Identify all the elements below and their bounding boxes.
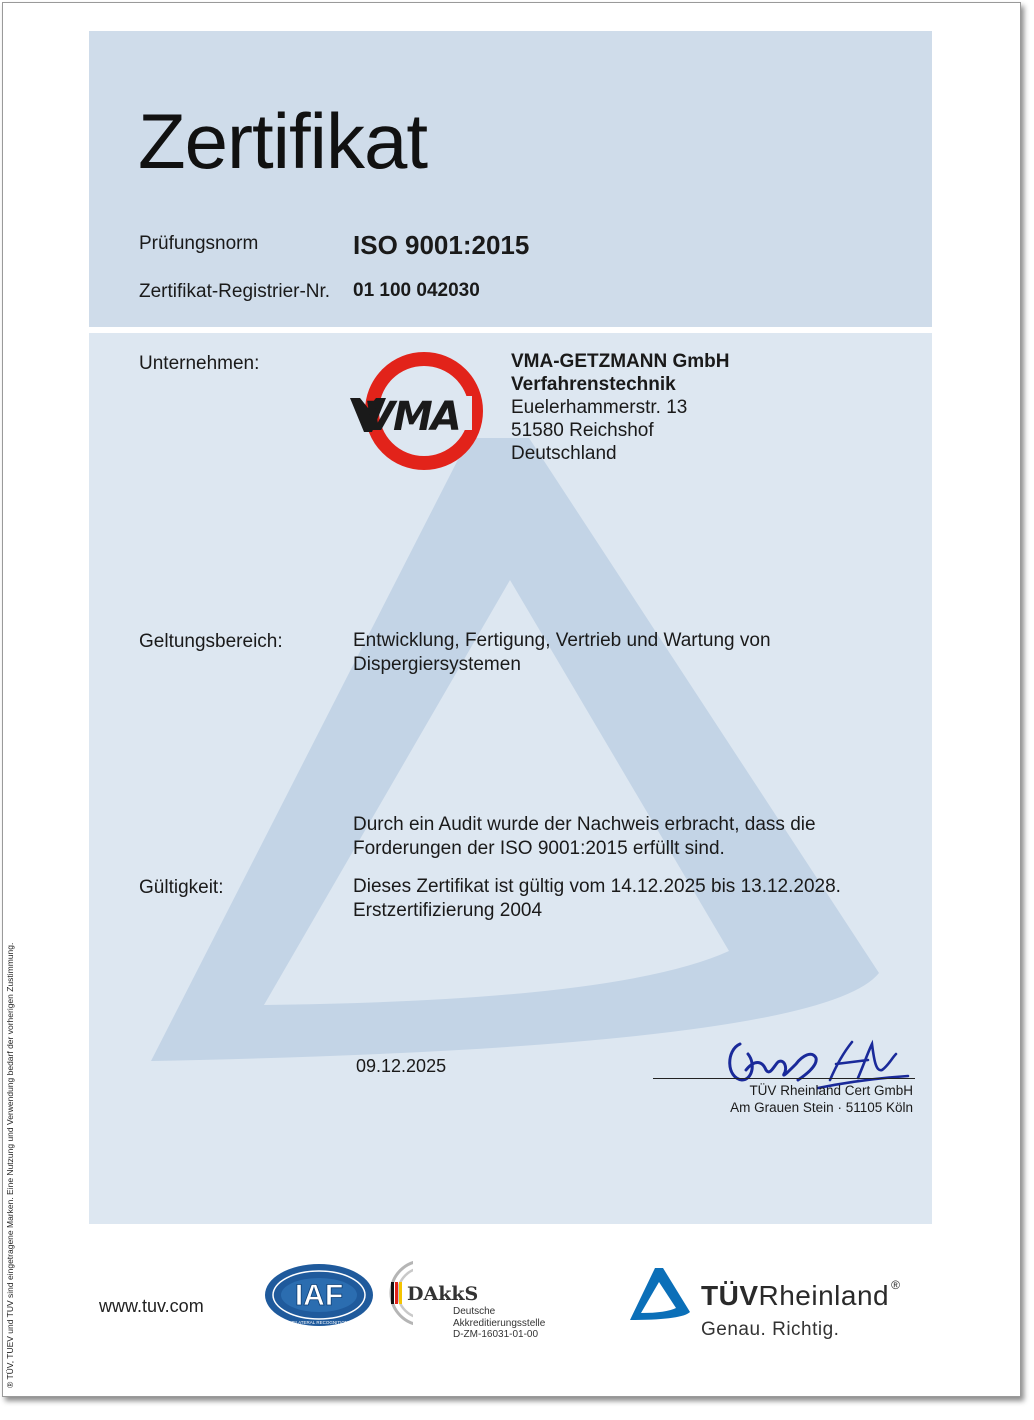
company-name: VMA-GETZMANN GmbH (511, 351, 730, 372)
dakks-details (453, 1306, 545, 1341)
issue-date: 09.12.2025 (356, 1056, 447, 1076)
validity-label: Gültigkeit: (139, 877, 224, 898)
tuv-triangle-icon (630, 1268, 690, 1320)
validity-line-2: Erstzertifizierung 2004 (353, 900, 543, 921)
scope-text (353, 629, 771, 677)
vma-logo (350, 350, 490, 475)
standard-label: Prüfungsnorm (139, 233, 259, 254)
scope-line-1: Entwicklung, Fertigung, Vertrieb und Wartung von (353, 630, 771, 651)
audit-line-2: Forderungen der ISO 9001:2015 erfüllt sind. (353, 838, 725, 859)
signature-line (653, 1078, 915, 1079)
company-street: Euelerhammerstr. 13 (511, 397, 688, 418)
tuv-rheinland-wordmark (701, 1280, 900, 1312)
vma-logo-text: VMA (364, 394, 460, 440)
tuv-wordmark-bold: TÜV (701, 1280, 759, 1311)
validity-line-1: Dieses Zertifikat ist gültig vom 14.12.2025 bis 13.12.2028. (353, 876, 841, 897)
standard-value: ISO 9001:2015 (353, 230, 530, 260)
iaf-logo-text: IAF (294, 1279, 344, 1312)
tuv-wordmark-rest: Rheinland (758, 1280, 890, 1311)
validity-text (353, 875, 841, 923)
company-label: Unternehmen: (139, 353, 260, 374)
tuv-slogan: Genau. Richtig. (701, 1319, 840, 1340)
signature (718, 1030, 918, 1090)
company-address (511, 350, 729, 465)
website-link[interactable]: www.tuv.com (99, 1296, 204, 1316)
issuer-address: Am Grauen Stein · 51105 Köln (730, 1100, 913, 1115)
scope-label: Geltungsbereich: (139, 631, 283, 652)
dakks-name: DAkkS (407, 1283, 479, 1305)
registration-number: 01 100 042030 (353, 280, 480, 301)
company-subtitle: Verfahrenstechnik (511, 374, 676, 395)
audit-statement (353, 813, 816, 861)
registered-mark: ® (891, 1278, 901, 1292)
iaf-logo (253, 1262, 385, 1328)
audit-line-1: Durch ein Audit wurde der Nachweis erbracht, dass die (353, 814, 816, 835)
dakks-line-1: Deutsche (453, 1306, 496, 1317)
scope-line-2: Dispergiersystemen (353, 654, 521, 675)
dakks-line-2: Akkreditierungsstelle (453, 1317, 546, 1329)
dakks-line-3: D-ZM-16031-01-00 (453, 1329, 539, 1340)
trademark-note: ® TÜV, TUEV und TUV sind eingetragene Marken. Eine Nutzung und Verwendung bedarf der vorherigen Zustimmung. (5, 942, 15, 1388)
issuer-block (730, 1082, 913, 1116)
issuer-name: TÜV Rheinland Cert GmbH (749, 1083, 913, 1098)
iaf-ring-text: MEMBER OF MULTILATERAL RECOGNITION ARRANGEMENT (253, 1320, 385, 1325)
company-country: Deutschland (511, 443, 617, 464)
certificate-title: Zertifikat (138, 97, 428, 185)
registration-label: Zertifikat-Registrier-Nr. (139, 281, 331, 302)
company-city: 51580 Reichshof (511, 420, 654, 441)
